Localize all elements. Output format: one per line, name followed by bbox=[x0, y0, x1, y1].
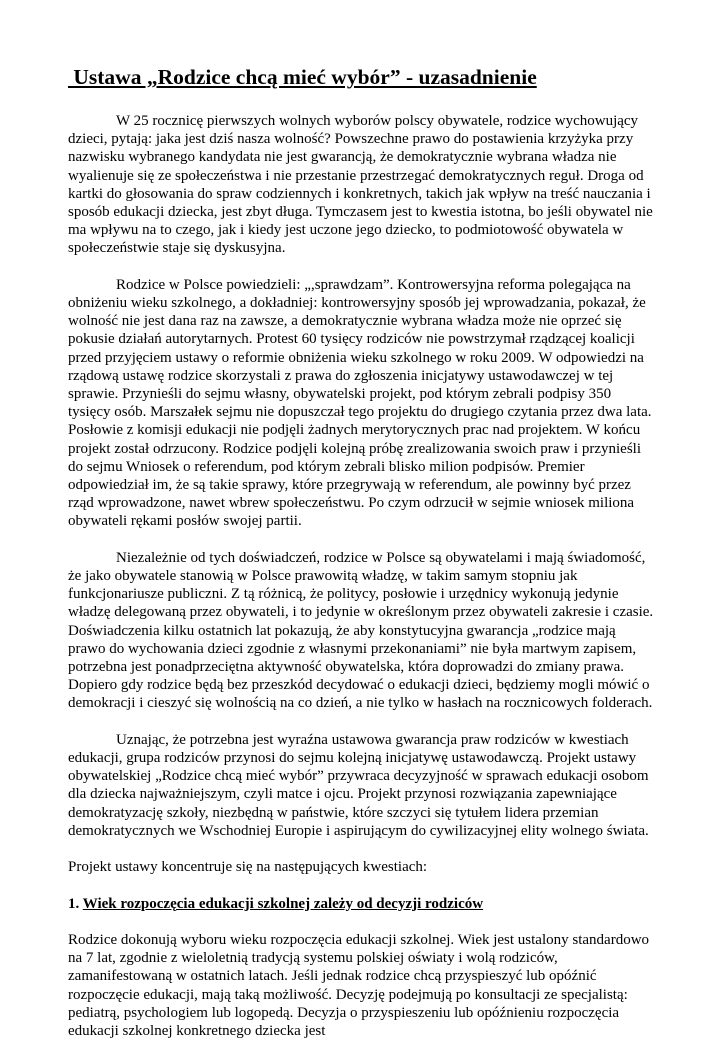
document-page bbox=[68, 64, 656, 1058]
paragraph-citizens-authority: Niezależnie od tych doświadczeń, rodzice w Polsce są obywatelami i mają świadomość, że jako obywatele stanowią w Polsce prawowitą władzę, w takim samym stopniu jak funkcjonariusze publiczni. Z tą różnicą, że politycy, posłowie i urzędnicy wykonują jedynie władzę delegowaną przez obywateli, i to jedynie w określonym przez obywateli zakresie i czasie. Doświadczenia kilku ostatnich lat pokazują, że aby konstytucyjna gwarancja „rodzice mają prawo do wychowania dzieci zgodnie z własnymi przekonaniami” nie była martwym zapisem, potrzebna jest ponadprzeciętna aktywność obywatelska, która doprowadzi do zmiany prawa. Dopiero gdy rodzice będą bez przeszkód decydować o edukacji dzieci, będziemy mogli mówić o demokracji i cieszyć się wolnością na co dzień, a nie tylko w hasłach na rocznicowych folderach. bbox=[68, 549, 654, 712]
section-1-number: 1. bbox=[68, 895, 83, 912]
intro-line: Projekt ustawy koncentruje się na następujących kwestiach: bbox=[68, 859, 428, 876]
paragraph-intro: W 25 rocznicę pierwszych wolnych wyborów polscy obywatele, rodzice wychowujący dzieci, pytają: jaka jest dziś nasza wolność? Powszechne prawo do postawienia krzyżyka przy nazwisku wybranego kandydata nie jest gwarancją, że demokratycznie wybrana władza nie wyalienuje się ze społeczeństwa i nie przestanie przestrzegać demokratycznych reguł. Droga od kartki do głosowania do spraw codziennych i konkretnych, takich jak wpływ na treść nauczania i sposób edukacji dziecka, jest zbyt długa. Tymczasem jest to kwestia istotna, bo jeśli obywatel nie ma wpływu na to czego, jak i kiedy jest uczone jego dziecko, to podmiotowość obywatela w społeczeństwie staje się dyskusyjna. bbox=[68, 113, 653, 257]
paragraph-parents-protest: Rodzice w Polsce powiedzieli: „,sprawdzam”. Kontrowersyjna reforma polegająca na obniżeniu wieku szkolnego, a dokładniej: kontrowersyjny sposób jej wprowadzania, pokazał, że wolność nie jest dana raz na zawsze, a demokratycznie wybrana władza może nie oprzeć się pokusie działań autorytarnych. Protest 60 tysięcy rodziców nie powstrzymał rządzącej koalicji przed przyjęciem ustawy o reformie obniżenia wieku szkolnego w roku 2009. W odpowiedzi na rządową ustawę rodzice skorzystali z prawa do zgłoszenia inicjatywy ustawodawczej w tej sprawie. Przynieśli do sejmu własny, obywatelski projekt, pod którym zebrali podpisy 350 tysięcy osób. Marszałek sejmu nie dopuszczał tego projektu do drugiego czytania przez dwa lata. Posłowie z komisji edukacji nie podjęli żadnych merytorycznych prac nad projektem. W końcu projekt został odrzucony. Rodzice podjęli kolejną próbę zrealizowania swoich praw i przynieśli do sejmu Wniosek o referendum, pod którym zebrali blisko milion podpisów. Premier odpowiedział im, że są takie sprawy, które przegrywają w referendum, ale powinny być przez rząd wprowadzone, nawet wbrew społeczeństwu. Po czym odrzucił w sejmie wniosek miliona obywateli rękami posłów swojej partii. bbox=[68, 276, 652, 530]
section-1-title: Wiek rozpoczęcia edukacji szkolnej zależy od decyzji rodziców bbox=[82, 895, 484, 912]
paragraph-initiative: Uznając, że potrzebna jest wyraźna ustawowa gwarancja praw rodziców w kwestiach edukacji, grupa rodziców przynosi do sejmu kolejną inicjatywę ustawodawczą. Projekt ustawy obywatelskiej „Rodzice chcą mieć wybór” przywraca decyzyjność w sprawach edukacji osobom dla dziecka najważniejszym, czyli matce i ojcu. Projekt przynosi rozwiązania zapewniające demokratyzację szkoły, niezbędną w państwie, które szczyci się tytułem lidera przemian demokratycznych we Wschodniej Europie i aspirującym do cywilizacyjnej elity wolnego świata. bbox=[68, 731, 649, 839]
section-1-heading bbox=[68, 895, 656, 913]
section-1-text: Rodzice dokonują wyboru wieku rozpoczęcia edukacji szkolnej. Wiek jest ustalony standardowo na 7 lat, zgodnie z wieloletnią tradycją systemu polskiej oświaty i wolą rodziców, zamanifestowaną w ostatnich latach. Jeśli jednak rodzice chcą przyspieszyć lub opóźnić rozpoczęcie edukacji, mają taką możliwość. Decyzję podejmują po konsultacji ze specjalistą: pediatrą, psychologiem lub logopedą. Decyzja o przyspieszeniu lub opóźnieniu rozpoczęcia edukacji szkolnej konkretnego dziecka jest bbox=[68, 932, 650, 1040]
document-title: Ustawa „Rodzice chcą mieć wybór” - uzasadnienie bbox=[68, 65, 537, 89]
